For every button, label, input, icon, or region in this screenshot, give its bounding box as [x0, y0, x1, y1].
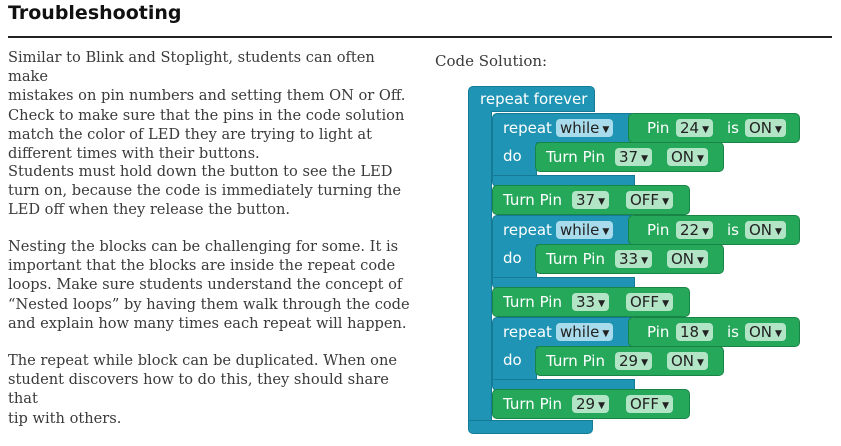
turn-pin-off-block[interactable] [492, 185, 690, 215]
is-word: is [727, 323, 739, 341]
turn-pin-number-value: 37 [576, 191, 596, 209]
paragraph-4-line: student discovers how to do this, they should share that [8, 371, 389, 408]
turn-pin-on-block[interactable] [535, 142, 724, 172]
turn-pin-label: Turn Pin [546, 352, 605, 370]
do-label: do [503, 249, 522, 267]
turn-pin-label: Turn Pin [503, 293, 562, 311]
turn-pin-state-value: OFF [630, 293, 660, 311]
triangle-down-icon: ▼ [662, 299, 669, 309]
paragraph-1-line: Similar to Blink and Stoplight, students can often make [8, 49, 375, 86]
triangle-down-icon: ▼ [641, 358, 649, 368]
paragraph-1-line: different times with their buttons. [8, 145, 260, 163]
paragraph-1 [8, 48, 418, 163]
turn-pin-number-dropdown[interactable] [615, 250, 652, 268]
loop-mode-value: while [560, 119, 600, 137]
paragraph-3 [8, 237, 418, 333]
paragraph-3-line: and explain how many times each repeat will happen. [8, 314, 407, 332]
triangle-down-icon: ▼ [775, 227, 782, 237]
turn-pin-number-dropdown[interactable] [572, 191, 609, 209]
turn-pin-off-block[interactable] [492, 389, 690, 419]
turn-pin-label: Turn Pin [546, 148, 605, 166]
paragraph-4-line: tip with others. [8, 409, 122, 427]
turn-pin-state-dropdown[interactable] [667, 250, 708, 268]
turn-pin-number-dropdown[interactable] [615, 352, 652, 370]
paragraph-2-line: turn on, because the code is immediately turning the [8, 182, 401, 200]
pin-word: Pin [647, 323, 670, 341]
condition-pin-value: 22 [680, 221, 700, 239]
paragraph-4 [8, 351, 418, 428]
triangle-down-icon: ▼ [775, 329, 782, 339]
paragraph-3-line: loops. Make sure students understand the concept of [8, 276, 403, 294]
turn-pin-state-dropdown[interactable] [626, 293, 673, 311]
triangle-down-icon: ▼ [598, 197, 606, 207]
turn-pin-state-dropdown[interactable] [667, 352, 708, 370]
loop-mode-value: while [560, 221, 600, 239]
condition-state-value: ON [749, 221, 773, 239]
repeat-forever-footer [468, 420, 593, 434]
is-word: is [727, 119, 739, 137]
repeat-forever-block[interactable] [468, 86, 595, 112]
triangle-down-icon: ▼ [697, 358, 704, 368]
paragraph-3-line: Nesting the blocks can be challenging for some. It is [8, 238, 399, 255]
turn-pin-number-dropdown[interactable] [572, 395, 609, 413]
condition-pin-dropdown[interactable] [676, 221, 713, 239]
paragraph-4-line: The repeat while block can be duplicated. When one [8, 352, 397, 369]
repeat-while-do-section [492, 346, 537, 380]
repeat-label: repeat [503, 221, 552, 239]
turn-pin-on-block[interactable] [535, 244, 724, 274]
condition-state-dropdown[interactable] [745, 221, 786, 239]
title-divider [8, 36, 832, 38]
repeat-forever-label: repeat forever [480, 90, 588, 108]
turn-pin-state-value: OFF [630, 191, 660, 209]
repeat-label: repeat [503, 323, 552, 341]
code-solution-label: Code Solution: [435, 52, 548, 70]
condition-pin-value: 24 [680, 119, 700, 137]
triangle-down-icon: ▼ [702, 125, 710, 135]
triangle-down-icon: ▼ [641, 154, 649, 164]
turn-pin-number-value: 37 [619, 148, 639, 166]
turn-pin-label: Turn Pin [503, 191, 562, 209]
turn-pin-number-dropdown[interactable] [572, 293, 609, 311]
paragraph-3-line: important that the blocks are inside the repeat code [8, 257, 396, 275]
loop-mode-dropdown[interactable] [556, 323, 613, 341]
triangle-down-icon: ▼ [662, 197, 669, 207]
turn-pin-state-value: ON [671, 148, 695, 166]
triangle-down-icon: ▼ [702, 329, 710, 339]
loop-mode-dropdown[interactable] [556, 221, 613, 239]
repeat-while-block[interactable] [492, 215, 632, 245]
triangle-down-icon: ▼ [598, 401, 606, 411]
turn-pin-state-dropdown[interactable] [667, 148, 708, 166]
turn-pin-number-value: 29 [619, 352, 639, 370]
pin-state-condition[interactable] [628, 215, 800, 245]
turn-pin-on-block[interactable] [535, 346, 724, 376]
repeat-forever-spine [468, 111, 492, 422]
loop-mode-value: while [560, 323, 600, 341]
condition-pin-dropdown[interactable] [676, 323, 713, 341]
triangle-down-icon: ▼ [702, 227, 710, 237]
repeat-while-block[interactable] [492, 317, 632, 347]
do-label: do [503, 351, 522, 369]
pin-state-condition[interactable] [628, 113, 800, 143]
paragraph-2 [8, 162, 418, 220]
turn-pin-label: Turn Pin [503, 395, 562, 413]
loop-mode-dropdown[interactable] [556, 119, 613, 137]
pin-word: Pin [647, 221, 670, 239]
paragraph-2-line: LED off when they release the button. [8, 201, 291, 219]
turn-pin-state-value: ON [671, 352, 695, 370]
triangle-down-icon: ▼ [641, 256, 649, 266]
paragraph-1-line: mistakes on pin numbers and setting them ON or Off. [8, 87, 406, 105]
turn-pin-number-value: 33 [576, 293, 596, 311]
triangle-down-icon: ▼ [602, 329, 610, 339]
turn-pin-number-dropdown[interactable] [615, 148, 652, 166]
turn-pin-state-value: ON [671, 250, 695, 268]
triangle-down-icon: ▼ [602, 125, 610, 135]
paragraph-3-line: “Nested loops” by having them walk through the code [8, 295, 410, 313]
pin-state-condition[interactable] [628, 317, 800, 347]
triangle-down-icon: ▼ [662, 401, 669, 411]
turn-pin-label: Turn Pin [546, 250, 605, 268]
triangle-down-icon: ▼ [598, 299, 606, 309]
repeat-while-block[interactable] [492, 113, 632, 143]
condition-pin-value: 18 [680, 323, 700, 341]
page-title: Troubleshooting [8, 2, 182, 24]
turn-pin-number-value: 29 [576, 395, 596, 413]
repeat-label: repeat [503, 119, 552, 137]
paragraph-2-line: Students must hold down the button to see the LED [8, 163, 393, 180]
repeat-while-do-section [492, 244, 537, 278]
is-word: is [727, 221, 739, 239]
condition-state-value: ON [749, 323, 773, 341]
condition-state-dropdown[interactable] [745, 119, 786, 137]
condition-state-dropdown[interactable] [745, 323, 786, 341]
triangle-down-icon: ▼ [697, 256, 704, 266]
do-label: do [503, 147, 522, 165]
paragraph-1-line: match the color of LED they are trying to light at [8, 125, 372, 143]
triangle-down-icon: ▼ [697, 154, 704, 164]
paragraph-1-line: Check to make sure that the pins in the code solution [8, 106, 405, 124]
condition-state-value: ON [749, 119, 773, 137]
turn-pin-state-dropdown[interactable] [626, 191, 673, 209]
pin-word: Pin [647, 119, 670, 137]
turn-pin-number-value: 33 [619, 250, 639, 268]
turn-pin-state-value: OFF [630, 395, 660, 413]
triangle-down-icon: ▼ [602, 227, 610, 237]
condition-pin-dropdown[interactable] [676, 119, 713, 137]
turn-pin-state-dropdown[interactable] [626, 395, 673, 413]
triangle-down-icon: ▼ [775, 125, 782, 135]
turn-pin-off-block[interactable] [492, 287, 690, 317]
repeat-while-do-section [492, 142, 537, 176]
